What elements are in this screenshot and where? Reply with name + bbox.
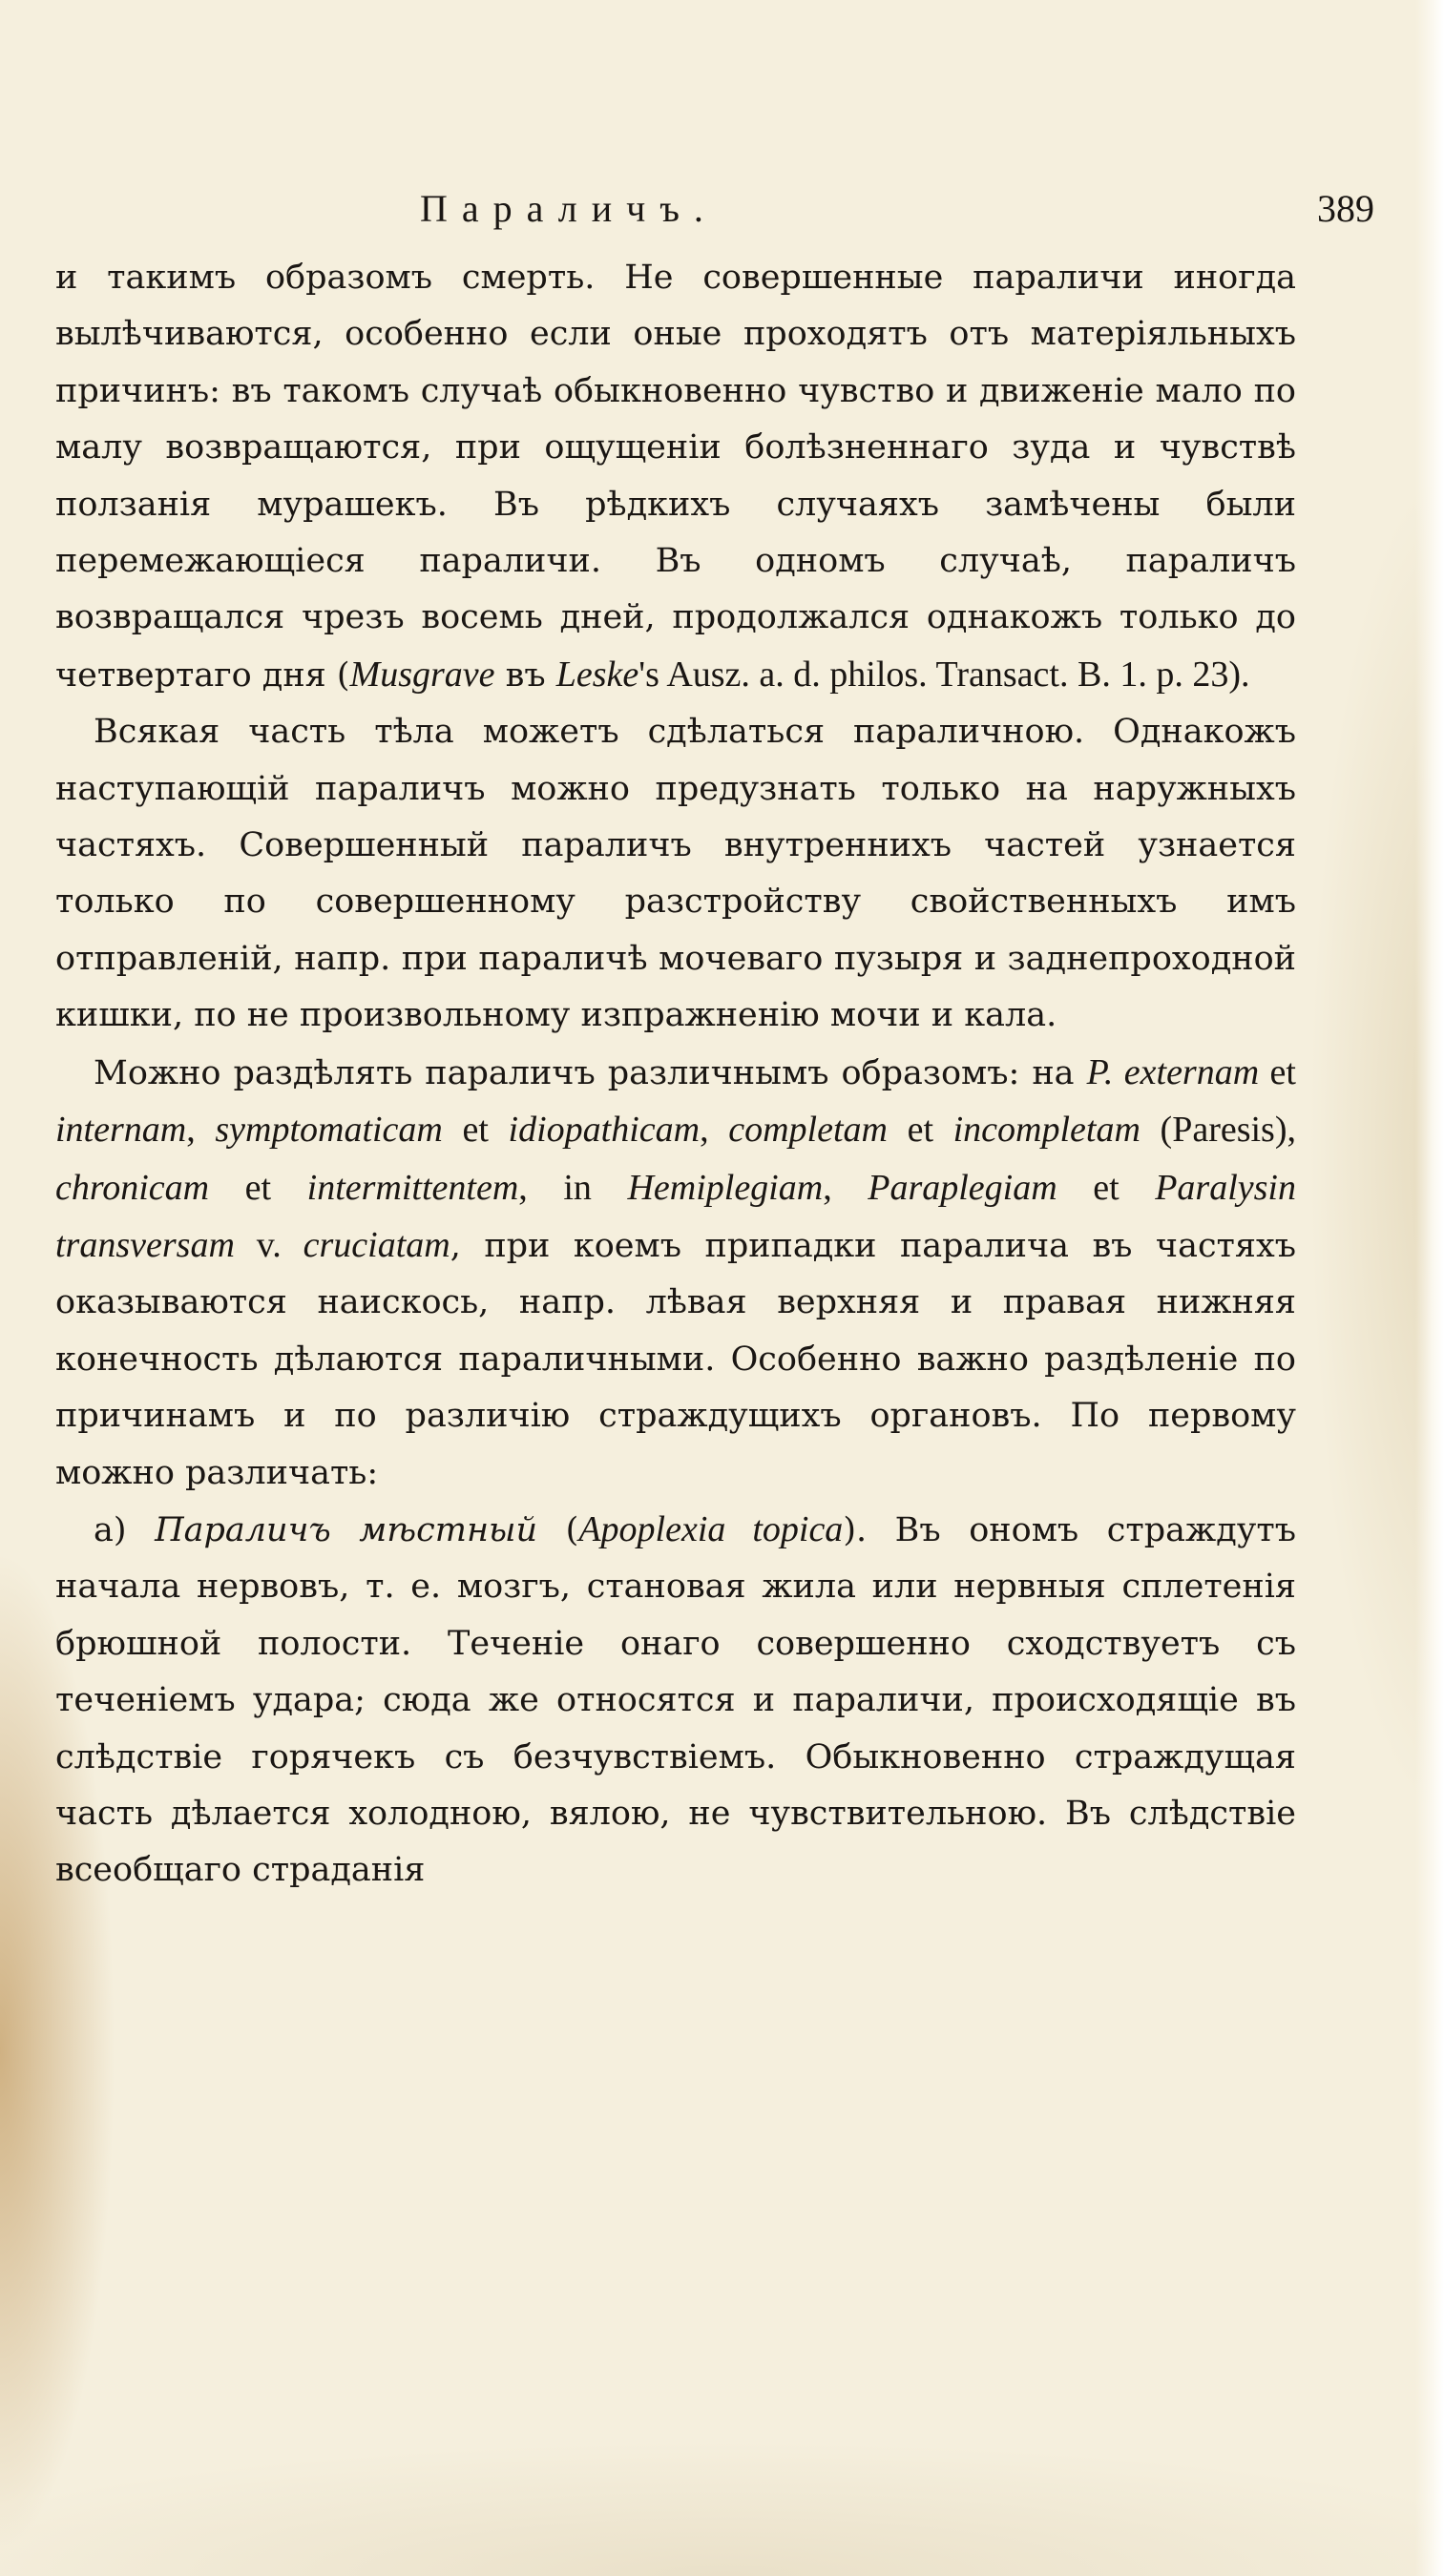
text-segment: Paralysin transversam bbox=[55, 1167, 1296, 1265]
paragraph-2 bbox=[55, 704, 1296, 1044]
text-segment: cruciatam bbox=[303, 1224, 450, 1265]
body-text bbox=[55, 250, 1296, 1900]
text-segment: chronicam bbox=[55, 1167, 210, 1208]
text-segment: , при коемъ припадки паралича въ частяхъ оказываются наискось, напр. лѣвая верхняя и правая нижняя конечность дѣлаются параличными. Особенно важно раздѣленіе по причинамъ и по различію страждущихъ органовъ. По первому можно различать: bbox=[55, 1226, 1296, 1492]
text-segment: , bbox=[700, 1110, 729, 1151]
text-segment: ). Въ ономъ страждутъ начала нервовъ, т. е. мозгъ, становая жила или нервныя сплетенія брюшной полости. Теченіе онаго совершенно сходствуетъ съ теченіемъ удара; сюда же относятся и параличи, происходящіе въ слѣдствіе горячекъ съ безчувствіемъ. Обыкновенно страждущая часть дѣлается холодною, вялою, не чувствительною. Въ слѣдствіе всеобщаго страданія bbox=[55, 1510, 1296, 1890]
text-segment: v. bbox=[234, 1224, 303, 1265]
text-segment: , bbox=[186, 1110, 216, 1151]
text-segment: Всякая часть тѣла можетъ сдѣлаться параличною. Однакожъ наступающій параличъ можно предузнать только на наружныхъ частяхъ. Совершенный параличъ внутреннихъ частей узнается только по совершенному разстройству свойственныхъ имъ отправленій, напр. при параличѣ мочеваго пузыря и заднепроходной кишки, по не произвольному изпражненію мочи и кала. bbox=[55, 713, 1296, 1035]
text-segment: completam bbox=[728, 1110, 888, 1151]
paragraph-1 bbox=[55, 250, 1296, 704]
running-head: Параличъ. bbox=[420, 187, 718, 230]
text-segment: Apoplexia topica bbox=[578, 1508, 844, 1549]
text-segment: et bbox=[1259, 1051, 1296, 1092]
page-header bbox=[0, 186, 1444, 243]
text-segment: symptomaticam bbox=[215, 1110, 443, 1151]
page-edge bbox=[1415, 0, 1444, 2576]
text-segment: Параличъ мѣстный bbox=[155, 1510, 538, 1549]
text-segment: incompletam bbox=[952, 1110, 1141, 1151]
text-segment: въ bbox=[494, 655, 556, 695]
text-segment: internam bbox=[55, 1110, 187, 1151]
text-segment: Leske bbox=[555, 654, 639, 695]
text-segment: et bbox=[1057, 1167, 1156, 1208]
text-segment: , in bbox=[518, 1167, 628, 1208]
paragraph-4 bbox=[55, 1502, 1296, 1900]
text-segment: и такимъ образомъ смерть. Не совершенные параличи иногда вылѣчиваются, особенно если оные проходятъ отъ матеріяльныхъ причинъ: въ такомъ случаѣ обыкновенно чувство и движеніе мало по малу возвращаются, при ощущеніи болѣзненнаго зуда и чувствѣ ползанія мурашекъ. Въ рѣдкихъ случаяхъ замѣчены были перемежающіеся параличи. Въ одномъ случаѣ, параличъ возвращался чрезъ восемь дней, продолжался однакожъ только до четвертаго дня ( bbox=[55, 259, 1296, 695]
text-segment: , bbox=[823, 1167, 868, 1208]
paragraph-3 bbox=[55, 1045, 1296, 1502]
text-segment: ( bbox=[537, 1510, 579, 1549]
text-segment: et bbox=[442, 1110, 509, 1151]
text-segment: intermittentem bbox=[306, 1167, 519, 1208]
text-segment: et bbox=[887, 1110, 953, 1151]
page-number: 389 bbox=[1317, 187, 1374, 230]
text-segment: Hemiplegiam bbox=[627, 1167, 824, 1208]
text-segment: a) bbox=[94, 1510, 156, 1549]
text-segment: Paraplegiam bbox=[868, 1167, 1057, 1208]
text-segment: P. externam bbox=[1086, 1051, 1260, 1092]
text-segment: Musgrave bbox=[349, 654, 495, 695]
text-segment: Можно раздѣлять параличъ различнымъ образомъ: на bbox=[94, 1053, 1087, 1092]
text-segment: (Paresis), bbox=[1140, 1110, 1297, 1151]
text-segment: et bbox=[209, 1167, 307, 1208]
text-segment: idiopathicam bbox=[508, 1110, 701, 1151]
text-segment: 's Ausz. a. d. philos. Transact. B. 1. p. 23). bbox=[638, 654, 1250, 695]
